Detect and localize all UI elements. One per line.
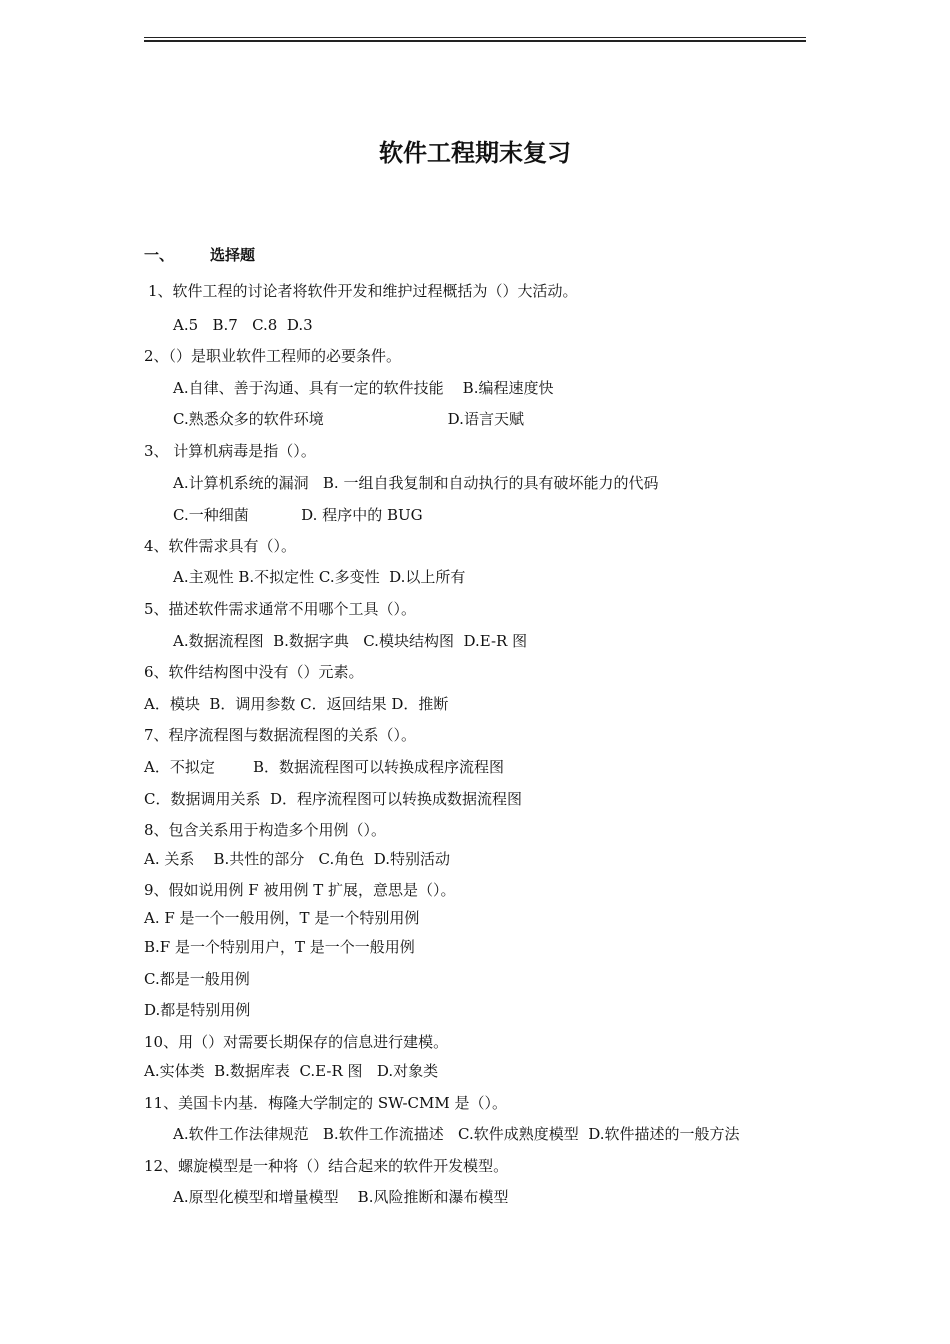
header-rule-thick <box>144 40 806 42</box>
option-9b: B.F 是一个特别用户，T 是一个一般用例 <box>144 938 415 956</box>
question-6: 6、软件结构图中没有（）元素。 <box>144 663 364 681</box>
question-1: 1、软件工程的讨论者将软件开发和维护过程概括为（）大活动。 <box>148 282 578 300</box>
section-heading <box>144 244 255 265</box>
option-9d: D.都是特别用例 <box>144 1001 251 1019</box>
options-6: A．模块 B．调用参数 C．返回结果 D．推断 <box>144 695 449 713</box>
options-7a: A．不拟定 B．数据流程图可以转换成程序流程图 <box>144 758 505 776</box>
options-3a: A.计算机系统的漏洞 B. 一组自我复制和自动执行的具有破坏能力的代码 <box>173 474 659 492</box>
options-12: A.原型化模型和增量模型 B.风险推断和瀑布模型 <box>173 1188 509 1206</box>
options-8: A. 关系 B.共性的部分 C.角色 D.特别活动 <box>144 850 451 868</box>
options-2a: A.自律、善于沟通、具有一定的软件技能 B.编程速度快 <box>173 379 554 397</box>
question-10: 10、用（）对需要长期保存的信息进行建模。 <box>144 1033 449 1051</box>
page-title: 软件工程期末复习 <box>379 139 571 167</box>
options-5: A.数据流程图 B.数据字典 C.模块结构图 D.E-R 图 <box>173 632 528 650</box>
options-3b: C.一种细菌 D. 程序中的 BUG <box>173 506 423 524</box>
options-2b: C.熟悉众多的软件环境 D.语言天赋 <box>173 410 524 428</box>
section-label: 选择题 <box>210 246 256 264</box>
question-11: 11、美国卡内基．梅隆大学制定的 SW-CMM 是（）。 <box>144 1094 507 1112</box>
section-number: 一、 <box>144 246 175 264</box>
question-5: 5、描述软件需求通常不用哪个工具（）。 <box>144 600 417 618</box>
question-7: 7、程序流程图与数据流程图的关系（）。 <box>144 726 417 744</box>
options-10: A.实体类 B.数据库表 C.E-R 图 D.对象类 <box>144 1062 439 1080</box>
option-9a: A. F 是一个一般用例，T 是一个特别用例 <box>144 909 420 927</box>
options-7b: C．数据调用关系 D．程序流程图可以转换成数据流程图 <box>144 790 523 808</box>
question-8: 8、包含关系用于构造多个用例（）。 <box>144 821 387 839</box>
options-4: A.主观性 B.不拟定性 C.多变性 D.以上所有 <box>173 568 466 586</box>
question-4: 4、软件需求具有（）。 <box>144 537 297 555</box>
options-1: A.5 B.7 C.8 D.3 <box>173 316 313 334</box>
question-3: 3、 计算机病毒是指（）。 <box>144 442 316 460</box>
header-rule-thin <box>144 37 806 38</box>
option-9c: C.都是一般用例 <box>144 970 250 988</box>
question-12: 12、螺旋模型是一种将（）结合起来的软件开发模型。 <box>144 1157 509 1175</box>
question-2: 2、（）是职业软件工程师的必要条件。 <box>144 347 402 365</box>
question-9: 9、假如说用例 F 被用例 T 扩展，意思是（）。 <box>144 881 456 899</box>
options-11: A.软件工作法律规范 B.软件工作流描述 C.软件成熟度模型 D.软件描述的一般方法 <box>173 1125 740 1143</box>
